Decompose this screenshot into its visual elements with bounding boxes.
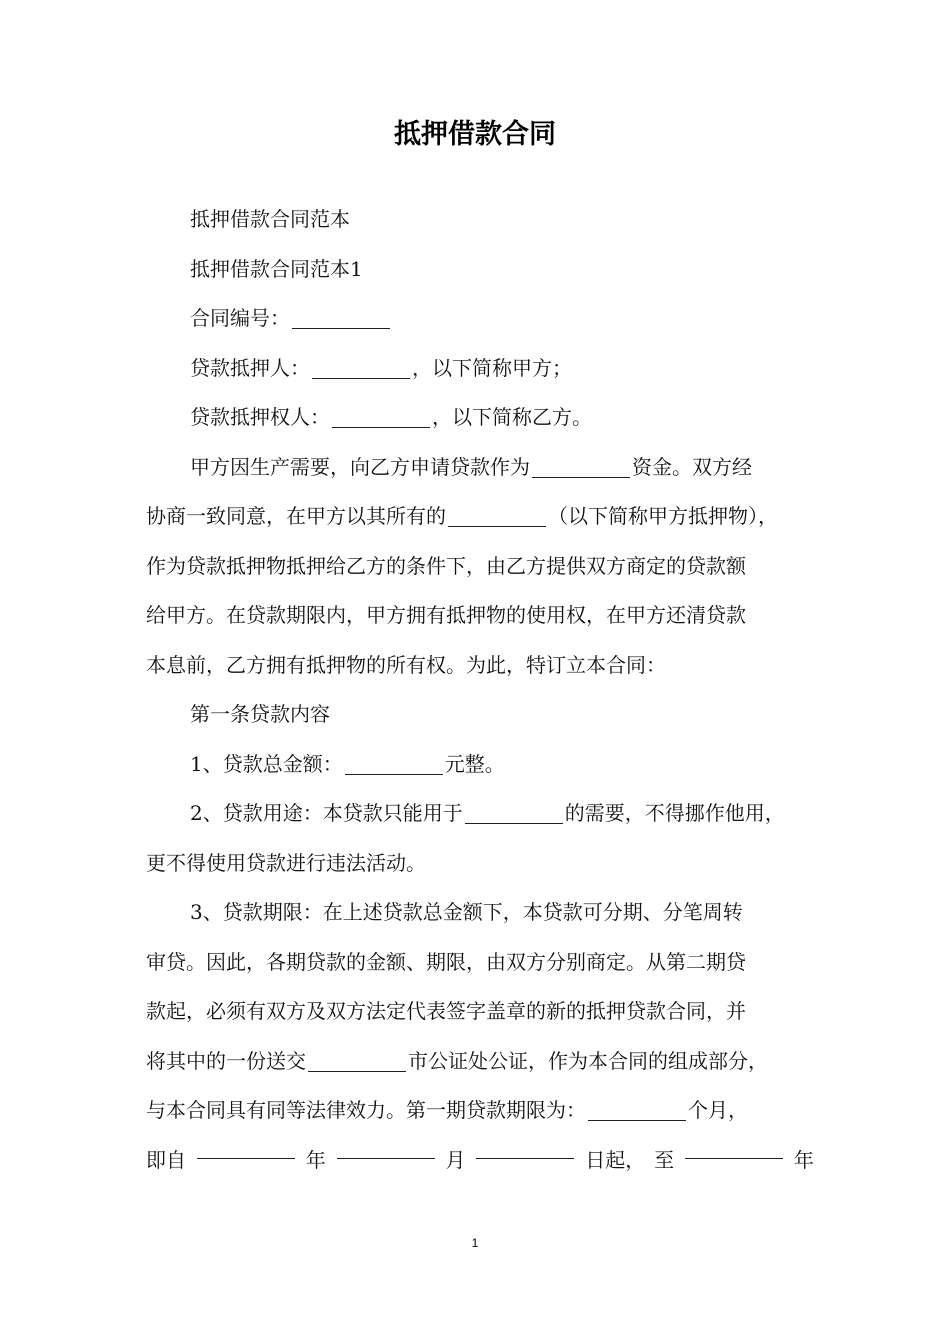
text-run: 年	[793, 1147, 814, 1172]
paragraph-line	[146, 1136, 814, 1186]
paragraph-line	[146, 839, 814, 889]
text-run: 日起，	[585, 1147, 646, 1172]
paragraph-line	[146, 542, 814, 592]
text-run: 款起，必须有双方及双方法定代表签字盖章的新的抵押贷款合同，并	[146, 999, 746, 1023]
text-run: ，以下简称乙方。	[432, 405, 592, 429]
text-run: 月	[445, 1147, 466, 1172]
text-run: 作为贷款抵押物抵押给乙方的条件下，由乙方提供双方商定的贷款额	[146, 553, 746, 578]
paragraph-line	[146, 789, 814, 839]
text-run: 贷款抵押人：	[190, 355, 310, 380]
text-run: 市公证处公证，作为本合同的组成部分，	[408, 1048, 768, 1073]
text-run: （以下简称甲方抵押物），	[548, 504, 778, 528]
paragraph-line	[146, 591, 814, 641]
text-run: 元整。	[444, 751, 505, 776]
text-run: 1、贷款总金额：	[190, 751, 343, 776]
paragraph-line	[146, 1086, 814, 1136]
text-run: 至	[654, 1147, 675, 1172]
paragraph-line	[146, 987, 814, 1037]
blank-field	[312, 356, 410, 379]
section-heading	[146, 690, 814, 740]
page-number: 1	[471, 1236, 479, 1250]
paragraph-line	[146, 245, 814, 295]
text-run: 抵押借款合同范本	[190, 207, 350, 231]
text-run: 合同编号：	[190, 306, 290, 330]
blank-field	[308, 1049, 406, 1072]
text-run: 甲方因生产需要，向乙方申请贷款作为	[190, 454, 530, 479]
paragraph-line	[146, 492, 814, 542]
paragraph-line	[146, 195, 814, 245]
blank-field	[345, 752, 443, 775]
text-run: 的需要，不得挪作他用，	[564, 801, 785, 825]
text-run: 审贷。因此，各期贷款的金额、期限，由双方分别商定。从第二期贷	[146, 949, 746, 974]
text-run: 将其中的一份送交	[146, 1048, 306, 1073]
blank-field	[532, 455, 630, 478]
paragraph-line	[146, 740, 814, 790]
text-run: 即自	[146, 1147, 186, 1172]
text-run: 抵押借款合同范本1	[190, 256, 363, 281]
blank-field	[332, 405, 430, 428]
blank-field	[448, 504, 546, 527]
text-run: 个月，	[688, 1098, 748, 1122]
paragraph-line	[146, 641, 814, 691]
text-run: 与本合同具有同等法律效力。第一期贷款期限为：	[146, 1098, 586, 1122]
text-run: 3、贷款期限：在上述贷款总金额下，本贷款可分期、分笔周转	[190, 900, 743, 924]
blank-field	[476, 1136, 574, 1159]
text-run: ，以下简称甲方；	[412, 355, 572, 380]
paragraph-line	[146, 344, 814, 394]
text-run: 年	[305, 1147, 326, 1172]
paragraph-line	[146, 888, 814, 938]
paragraph-line	[146, 294, 814, 344]
text-run: 本息前，乙方拥有抵押物的所有权。为此，特订立本合同：	[146, 652, 666, 677]
text-run: 第一条贷款内容	[190, 702, 330, 726]
paragraph-line	[146, 1037, 814, 1087]
document-body	[146, 195, 814, 1185]
blank-field	[465, 801, 563, 824]
text-run: 贷款抵押权人：	[190, 405, 330, 429]
paragraph-line	[146, 443, 814, 493]
blank-field	[685, 1136, 783, 1159]
blank-field	[337, 1136, 435, 1159]
text-run: 更不得使用贷款进行违法活动。	[146, 850, 426, 875]
paragraph-line	[146, 393, 814, 443]
text-run: 协商一致同意，在甲方以其所有的	[146, 504, 446, 528]
blank-field	[292, 306, 390, 329]
text-run: 资金。双方经	[632, 454, 752, 479]
document-title: 抵押借款合同	[394, 119, 556, 150]
paragraph-line	[146, 938, 814, 988]
text-run: 2、贷款用途：本贷款只能用于	[190, 801, 463, 825]
text-run: 给甲方。在贷款期限内，甲方拥有抵押物的使用权，在甲方还清贷款	[146, 603, 746, 627]
blank-field	[197, 1136, 295, 1159]
blank-field	[588, 1098, 686, 1121]
